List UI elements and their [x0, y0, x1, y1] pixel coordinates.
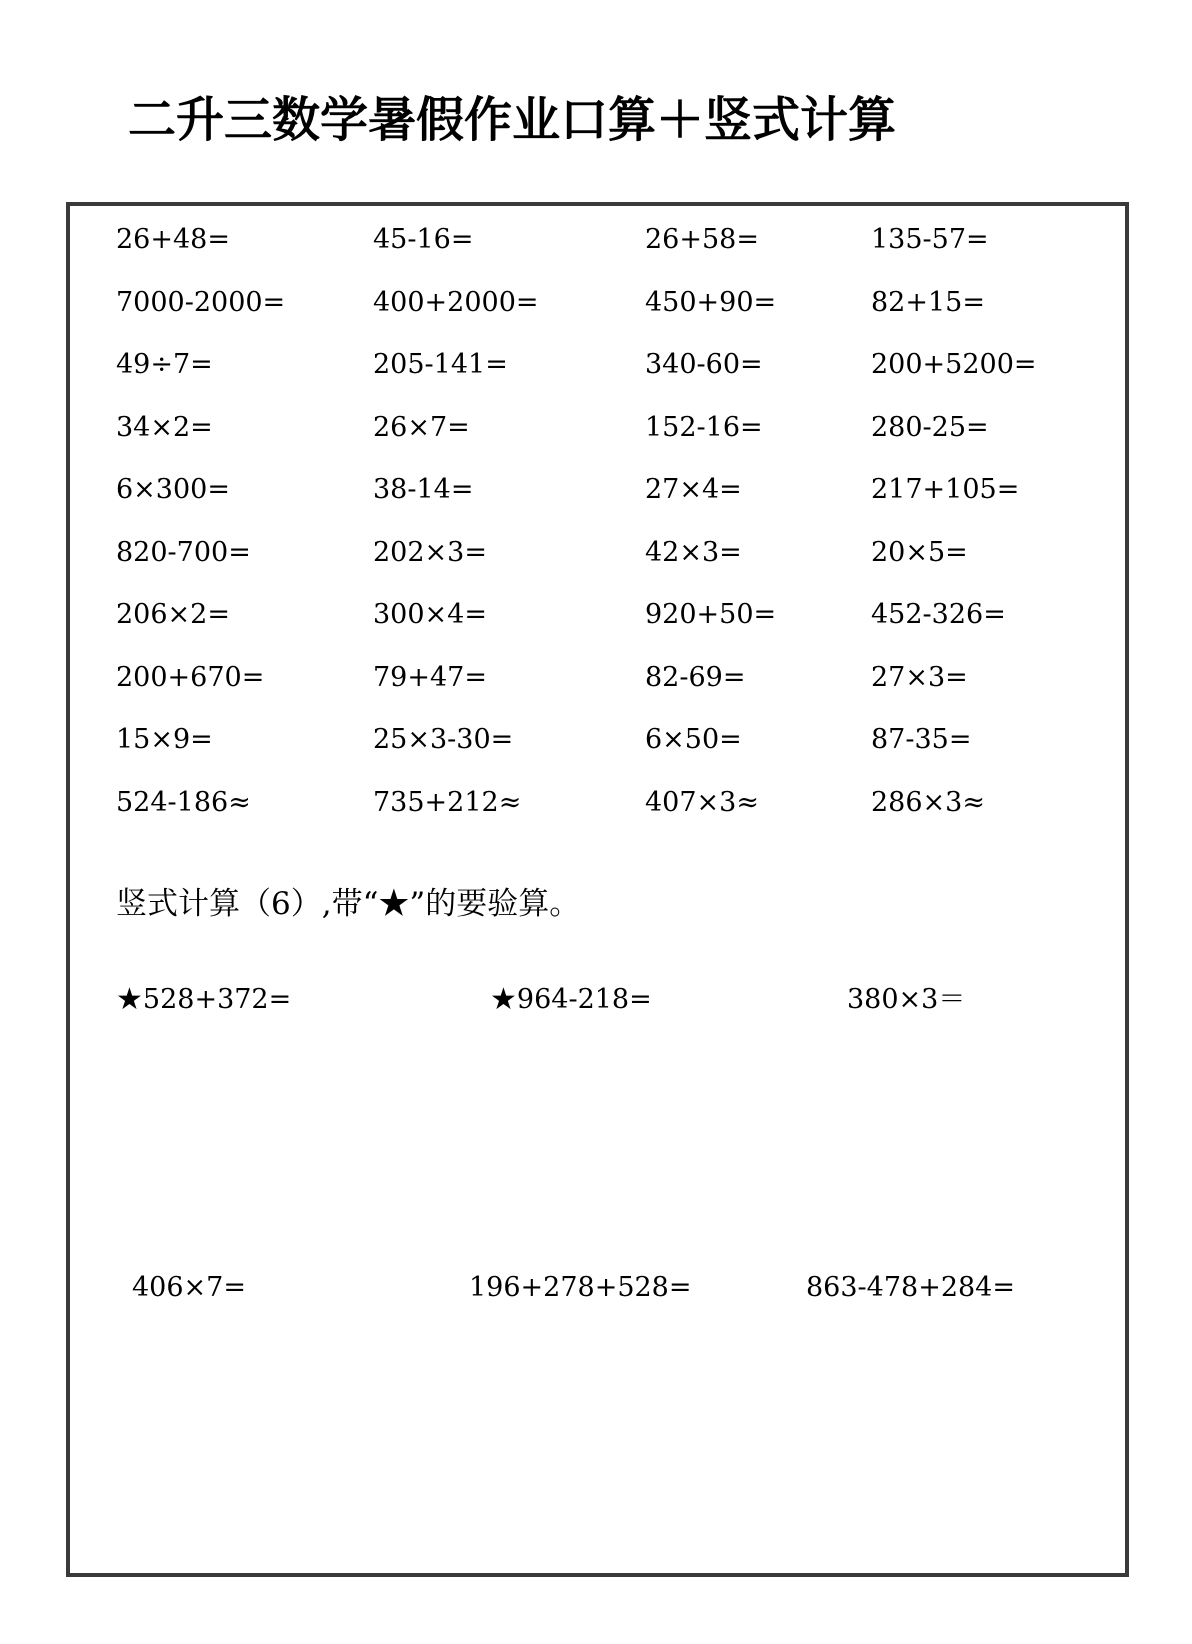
oral-problem: 6×50= — [645, 724, 742, 755]
oral-problem: 49÷7= — [116, 349, 213, 380]
oral-problem: 300×4= — [373, 599, 487, 630]
oral-problem: 450+90= — [645, 286, 777, 318]
vertical-problem — [847, 980, 965, 1020]
oral-problem: 200+5200= — [871, 349, 1037, 380]
oral-problem: 26×7= — [373, 411, 470, 443]
worksheet-title: 二升三数学暑假作业口算＋竖式计算 — [128, 92, 897, 148]
oral-problem: 200+670= — [116, 661, 265, 693]
vertical-problem — [132, 1268, 246, 1308]
vertical-problem-expression: 406×7= — [132, 1272, 246, 1303]
oral-problem: 452-326= — [871, 599, 1006, 630]
vertical-problem — [469, 1268, 691, 1308]
oral-problem: 217+105= — [871, 474, 1020, 505]
oral-problem: 135-57= — [871, 224, 989, 255]
oral-row — [116, 408, 1076, 471]
oral-problem: 20×5= — [871, 536, 968, 568]
oral-problem: 45-16= — [373, 224, 474, 255]
star-icon: ★ — [116, 982, 143, 1017]
oral-row — [116, 283, 1076, 346]
oral-problem: 202×3= — [373, 536, 487, 568]
oral-problem: 152-16= — [645, 411, 763, 443]
oral-problem: 400+2000= — [373, 286, 539, 318]
oral-row — [116, 470, 1076, 533]
oral-row — [116, 658, 1076, 721]
oral-problem: 27×4= — [645, 474, 742, 505]
oral-row — [116, 533, 1076, 596]
oral-problem: 82+15= — [871, 286, 985, 318]
oral-problem: 15×9= — [116, 724, 213, 755]
vertical-problem-expression: 528+372= — [142, 984, 292, 1015]
oral-problem: 26+48= — [116, 224, 230, 255]
oral-problem: 920+50= — [645, 599, 777, 630]
oral-problem: 27×3= — [871, 661, 968, 693]
vertical-problem — [490, 980, 652, 1020]
oral-row — [116, 595, 1076, 658]
oral-problem: 820-700= — [116, 536, 251, 568]
oral-problem: 7000-2000= — [116, 286, 286, 318]
oral-problem: 34×2= — [116, 411, 213, 443]
oral-problem: 82-69= — [645, 661, 746, 693]
oral-problem: 42×3= — [645, 536, 742, 568]
vertical-problem — [116, 980, 291, 1020]
vertical-problem-expression: 380×3＝ — [847, 984, 966, 1015]
oral-problem: 38-14= — [373, 474, 474, 505]
oral-problem: 87-35= — [871, 724, 972, 755]
oral-row — [116, 220, 1076, 283]
vertical-problem-expression: 196+278+528= — [469, 1272, 692, 1303]
vertical-problem-expression: 863-478+284= — [806, 1272, 1015, 1303]
oral-problem: 79+47= — [373, 661, 487, 693]
oral-problem: 6×300= — [116, 474, 230, 505]
oral-problem: 205-141= — [373, 349, 508, 380]
star-icon: ★ — [490, 982, 517, 1017]
oral-row — [116, 345, 1076, 408]
oral-problem: 340-60= — [645, 349, 763, 380]
vertical-problem — [806, 1268, 1015, 1308]
oral-calculation-grid — [116, 220, 1076, 845]
oral-problem: 286×3≈ — [871, 786, 985, 818]
oral-problem: 524-186≈ — [116, 786, 251, 818]
vertical-problem-expression: 964-218= — [516, 984, 652, 1015]
oral-problem: 735+212≈ — [373, 786, 522, 818]
oral-problem: 280-25= — [871, 411, 989, 443]
worksheet-frame — [66, 202, 1129, 1577]
oral-problem: 26+58= — [645, 224, 759, 255]
oral-problem: 25×3-30= — [373, 724, 514, 755]
oral-row — [116, 783, 1076, 846]
oral-problem: 407×3≈ — [645, 786, 759, 818]
vertical-calculation-heading: 竖式计算（6）,带“★”的要验算。 — [116, 886, 581, 922]
oral-problem: 206×2= — [116, 599, 230, 630]
oral-row — [116, 720, 1076, 783]
